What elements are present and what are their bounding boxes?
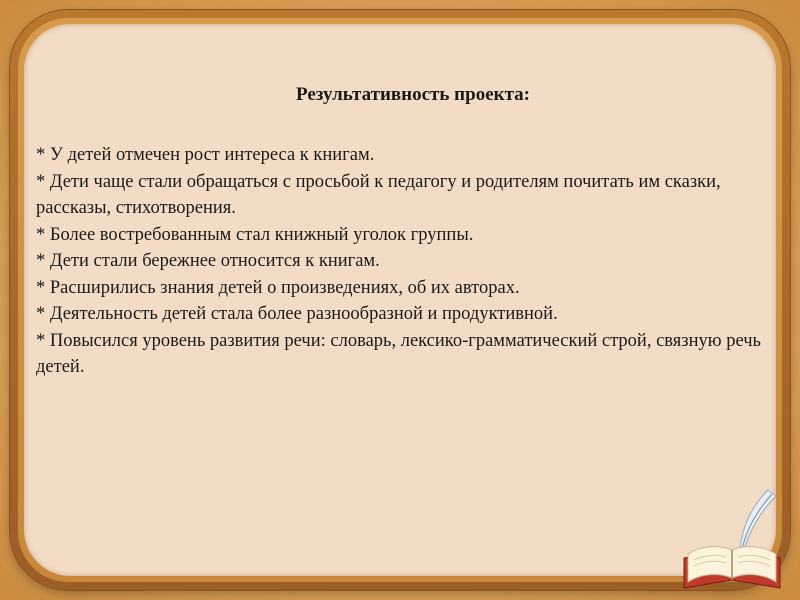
list-item: * Деятельность детей стала более разнообразной и продуктивной.	[36, 304, 558, 324]
results-list	[36, 142, 786, 381]
list-item: * Дети чаще стали обращаться с просьбой к педагогу и родителям почитать им сказки, рассказы, стихотворения.	[36, 171, 721, 218]
list-item: * Повысился уровень развития речи: словарь, лексико-грамматический строй, связную речь детей.	[36, 330, 761, 377]
list-item: * Расширились знания детей о произведениях, об их авторах.	[36, 277, 520, 298]
open-book-quill-icon	[680, 488, 790, 593]
list-item: * Дети стали бережнее относится к книгам.	[36, 251, 380, 271]
slide-title: Результативность проекта:	[296, 84, 530, 105]
list-item: * У детей отмечен рост интереса к книгам.	[36, 145, 375, 165]
list-item: * Более востребованным стал книжный уголок группы.	[36, 224, 474, 245]
